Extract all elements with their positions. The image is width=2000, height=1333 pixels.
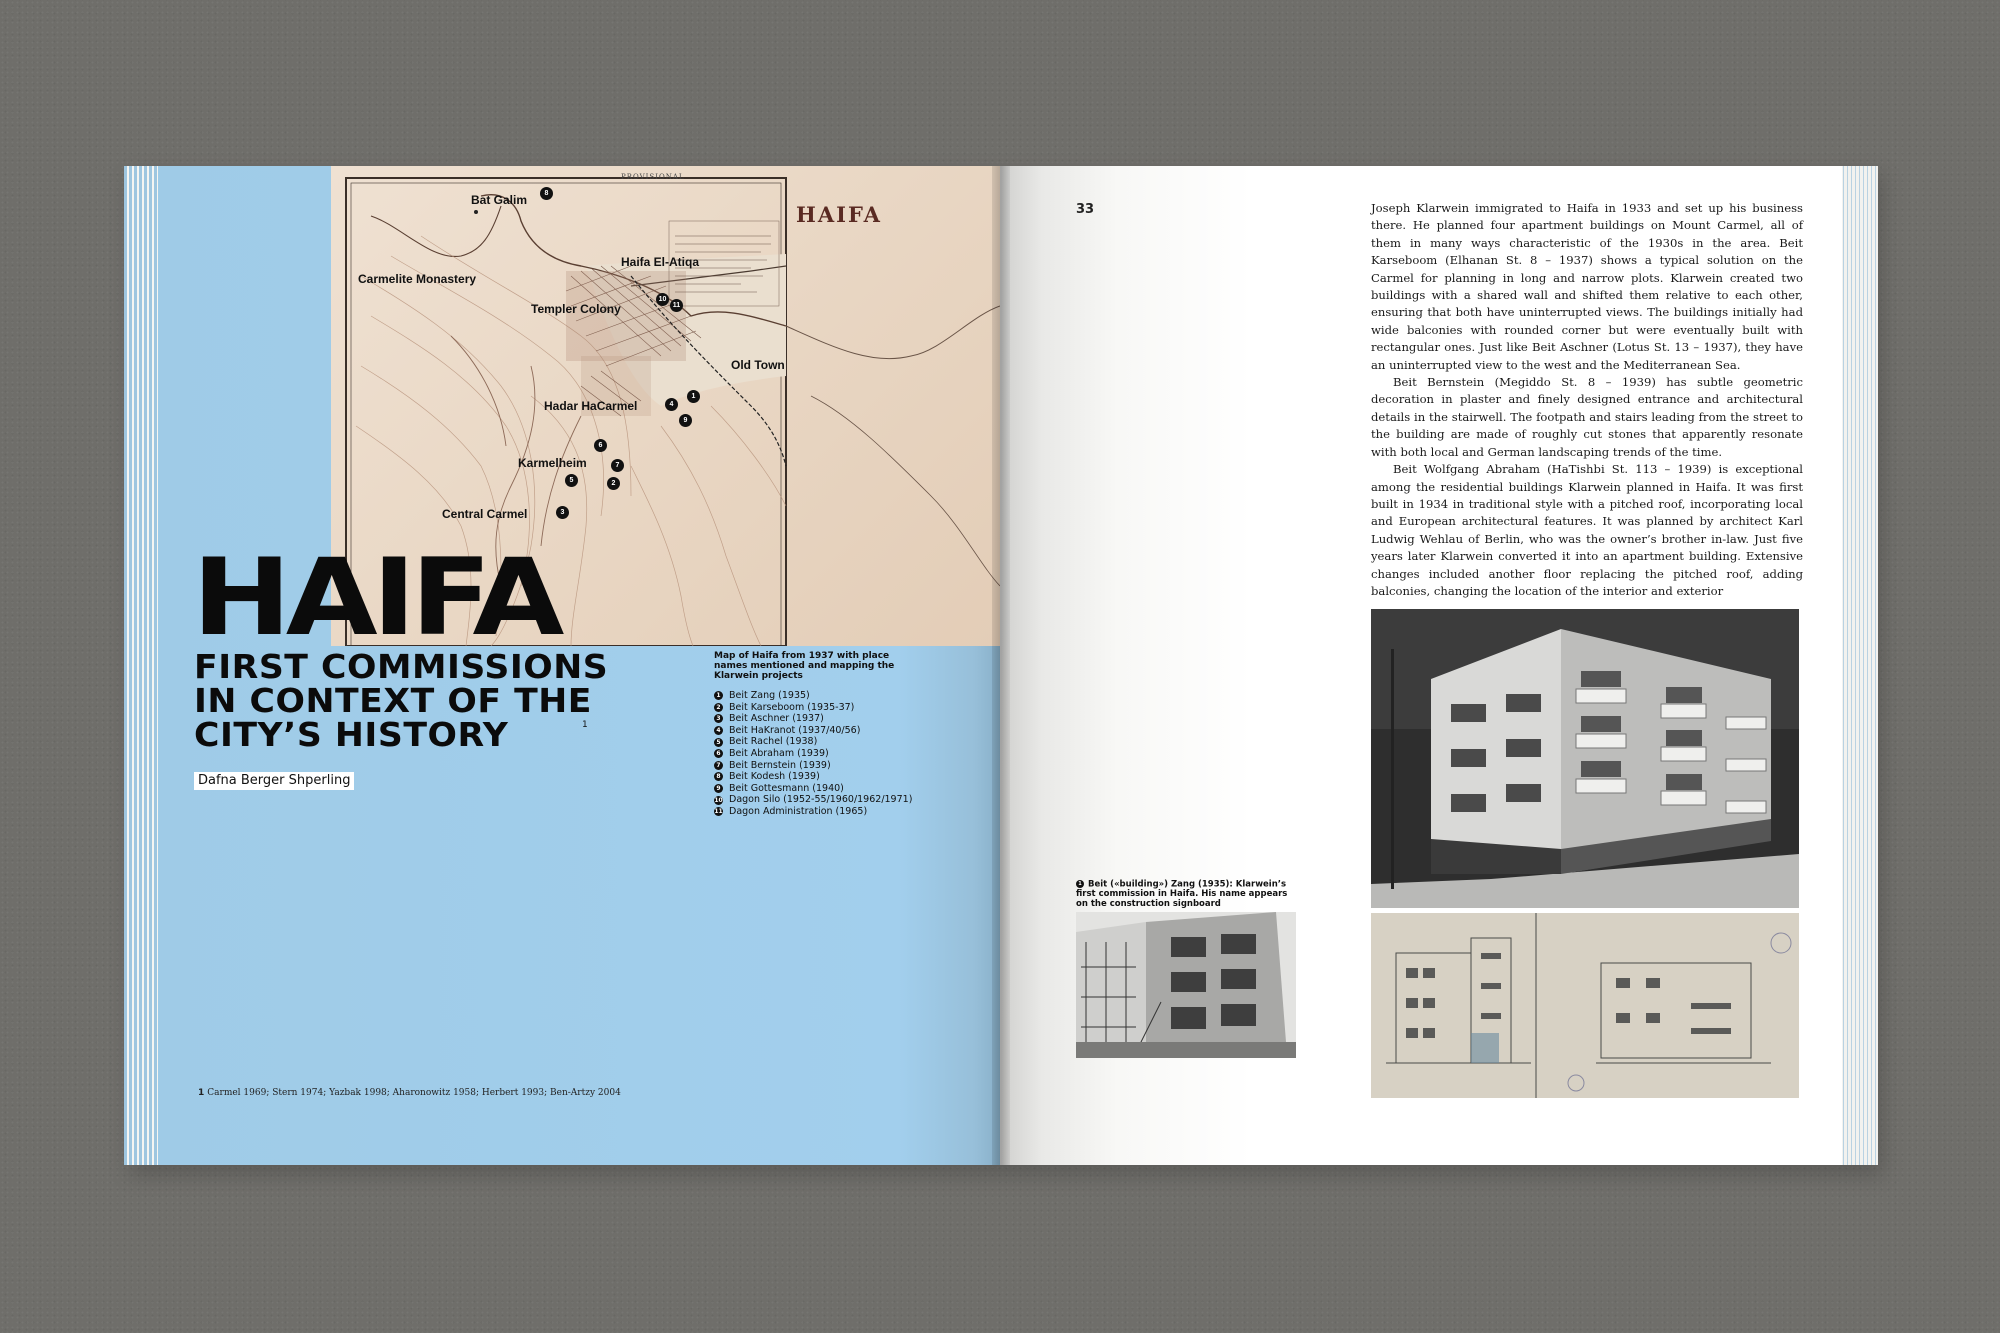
- legend-item: [714, 736, 912, 748]
- legend-number: 4: [714, 726, 723, 735]
- body-paragraph: Beit Wolfgang Abraham (HaTishbi St. 113 – 1939) is exceptional among the residential buildings Klarwein planned in Haifa. It was first built in 1934 in traditional style with a pitched roof, incorporating local and European architectural features. It was planned by architect Karl Ludwig Wehlau of Berlin, who was the owner’s brother in-law. Just five years later Klarwein converted it into an apartment building. Extensive changes included another floor replacing the pitched roof, adding balconies, changing the location of the interior and exterior: [1371, 462, 1803, 598]
- legend-number: 5: [714, 738, 723, 747]
- legend-label: Beit HaKranot (1937/40/56): [729, 724, 861, 736]
- project-legend: [714, 690, 912, 818]
- map-marker: 3: [556, 506, 569, 519]
- legend-label: Dagon Silo (1952-55/1960/1962/1971): [729, 794, 913, 806]
- body-paragraph: Beit Bernstein (Megiddo St. 8 – 1939) has subtle geometric decoration in plaster and finely designed entrance and architectural details in the stairwell. The footpath and stairs leading from the street to the building are made of roughly cut stones that apparently resonate with both local and German landscaping trends of the time.: [1371, 375, 1803, 459]
- map-marker: 8: [540, 187, 553, 200]
- map-marker: 10: [656, 293, 669, 306]
- map-label-templer-colony: Templer Colony: [531, 302, 621, 316]
- legend-label: Beit Rachel (1938): [729, 736, 818, 748]
- subtitle-line: IN CONTEXT OF THE: [194, 681, 592, 720]
- footnote-marker: 1: [582, 720, 588, 730]
- map-title: HAIFA: [796, 202, 882, 227]
- page-number: 33: [1076, 202, 1095, 217]
- legend-item: [714, 760, 912, 772]
- footnote-text: Carmel 1969; Stern 1974; Yazbak 1998; Aharonowitz 1958; Herbert 1993; Ben-Artzy 2004: [207, 1088, 621, 1098]
- legend-item: [714, 794, 912, 806]
- book-spine-gutter: [992, 166, 1010, 1165]
- elevation-drawing: [1371, 913, 1799, 1098]
- legend-item: [714, 783, 912, 795]
- subtitle-line: FIRST COMMISSIONS: [194, 647, 609, 686]
- building-photo-drawing: [1371, 609, 1799, 908]
- map-marker: 2: [607, 477, 620, 490]
- legend-label: Beit Kodesh (1939): [729, 771, 820, 783]
- map-marker: 6: [594, 439, 607, 452]
- map-label-central-carmel: Central Carmel: [442, 507, 528, 521]
- legend-label: Beit Karseboom (1935-37): [729, 701, 855, 713]
- elevation-drawing-lines: [1371, 913, 1799, 1098]
- legend-label: Dagon Administration (1965): [729, 805, 868, 817]
- legend-item: [714, 806, 912, 818]
- map-marker: 9: [679, 414, 692, 427]
- legend-item: [714, 713, 912, 725]
- map-marker: 4: [665, 398, 678, 411]
- page-edges-right: [1840, 166, 1878, 1165]
- legend-number: 2: [714, 703, 723, 712]
- caption-number: 1: [1076, 880, 1084, 888]
- legend-number: 3: [714, 714, 723, 723]
- building-photo: [1371, 609, 1799, 908]
- map-marker: 5: [565, 474, 578, 487]
- legend-number: 6: [714, 749, 723, 758]
- body-text: [1371, 200, 1803, 600]
- map-caption: Map of Haifa from 1937 with place names mentioned and mapping the Klarwein projects: [714, 651, 895, 681]
- map-label-karmelheim: Karmelheim: [518, 456, 587, 470]
- legend-item: [714, 702, 912, 714]
- legend-number: 1: [714, 691, 723, 700]
- subtitle-line: CITY’S HISTORY: [194, 715, 509, 754]
- legend-number: 7: [714, 761, 723, 770]
- map-stamp: PROVISIONAL: [621, 173, 685, 181]
- footnote: [198, 1088, 621, 1098]
- map-marker: 1: [687, 390, 700, 403]
- legend-number: 10: [714, 796, 723, 804]
- legend-number: 8: [714, 772, 723, 781]
- map-label-haifa-el-atiqa: Haifa El-Atiqa: [621, 255, 700, 269]
- legend-label: Beit Bernstein (1939): [729, 759, 831, 771]
- legend-item: [714, 725, 912, 737]
- photo-caption: [1076, 880, 1298, 909]
- legend-label: Beit Gottesmann (1940): [729, 782, 844, 794]
- body-paragraph: Joseph Klarwein immigrated to Haifa in 1933 and set up his business there. He planned four apartment buildings on Mount Carmel, all of them in many ways characteristic of the 1930s in the area. Beit Karseboom (Elhanan St. 8 – 1937) shows a typical solution on the Carmel for planning in long and narrow plots. Klarwein created two buildings with a shared wall and shifted them relative to each other, ensuring that both have uninterrupted views. The buildings initially had wide balconies with rounded corner but were eventually built with rectangular ones. Just like Beit Aschner (Lotus St. 13 – 1937), they have an uninterrupted view to the west and the Mediterranean Sea.: [1371, 201, 1803, 372]
- map-label-old-town: Old Town: [731, 358, 785, 372]
- beit-zang-photo-drawing: [1076, 912, 1296, 1058]
- legend-number: 9: [714, 784, 723, 793]
- legend-label: Beit Abraham (1939): [729, 747, 829, 759]
- legend-item: [714, 771, 912, 783]
- caption-text: Beit («building») Zang (1935): Klarwein’s first commission in Haifa. His name appears on the construction signboard: [1076, 879, 1288, 909]
- legend-number: 11: [714, 808, 723, 816]
- page-edges-left: [124, 166, 160, 1165]
- legend-label: Beit Aschner (1937): [729, 713, 824, 725]
- map-marker: 11: [670, 299, 683, 312]
- map-label-bat-galim: Bat Galim: [471, 193, 528, 207]
- legend-item: [714, 748, 912, 760]
- footnote-number: 1: [198, 1088, 205, 1098]
- map-label-carmelite-monastery: Carmelite Monastery: [358, 272, 477, 286]
- legend-item: [714, 690, 912, 702]
- chapter-subtitle: [194, 647, 609, 754]
- chapter-title: HAIFA: [192, 536, 559, 659]
- beit-zang-photo: [1076, 912, 1296, 1058]
- map-marker: 7: [611, 459, 624, 472]
- legend-label: Beit Zang (1935): [729, 690, 810, 701]
- map-label-hadar-hacarmel: Hadar HaCarmel: [544, 399, 638, 413]
- author-name: Dafna Berger Shperling: [194, 772, 354, 790]
